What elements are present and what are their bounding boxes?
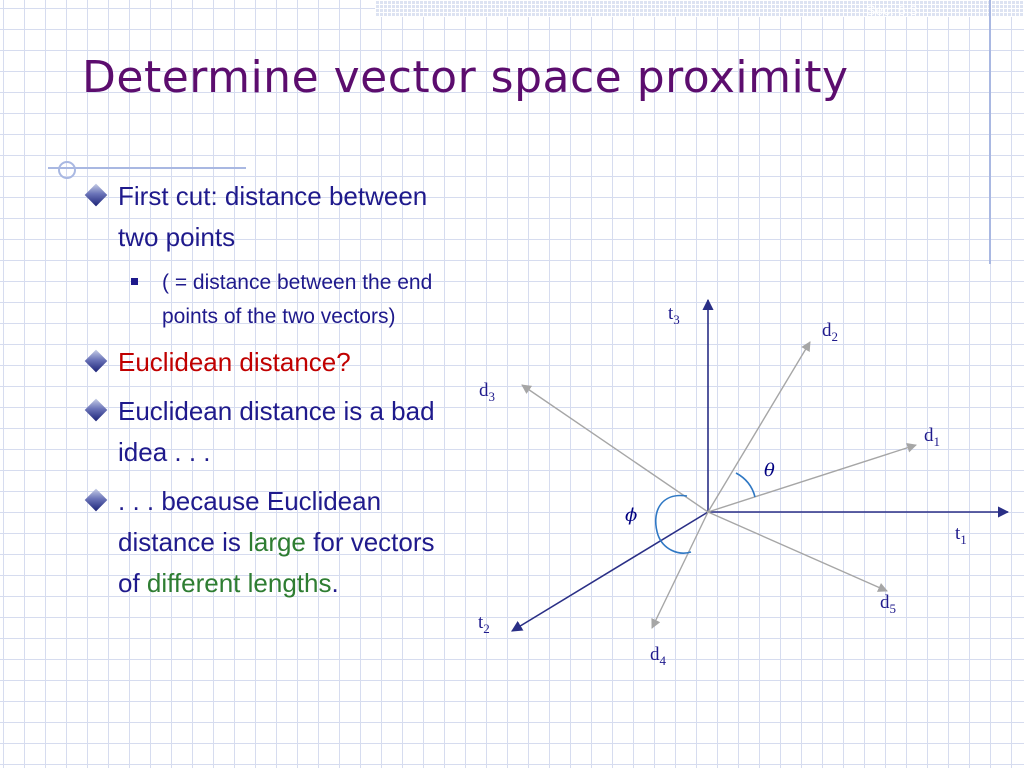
diamond-bullet-icon <box>85 184 108 207</box>
vector-d2 <box>708 342 810 512</box>
doc-label-d3: $d_3$ <box>479 380 495 404</box>
diamond-bullet-icon <box>85 350 108 373</box>
highlight-lengths: lengths <box>247 568 332 598</box>
axis-label-t1: $t_1$ <box>955 523 967 547</box>
decor-horizontal-line <box>48 167 246 169</box>
phi-arc <box>656 496 691 554</box>
bullet-space <box>240 568 247 598</box>
axis-label-t2: $t_2$ <box>478 612 490 636</box>
highlight-large: large <box>248 527 306 557</box>
vector-d3 <box>522 385 708 512</box>
vector-space-diagram <box>470 290 1020 685</box>
bullet-list <box>82 176 462 612</box>
decor-vertical-line <box>989 0 991 264</box>
doc-label-d4: $d_4$ <box>650 644 666 668</box>
bullet-text: Euclidean distance? <box>118 347 351 377</box>
bullet-item <box>82 176 462 258</box>
vector-d1 <box>708 445 916 512</box>
bullet-period: . <box>331 568 339 598</box>
theta-label: θ <box>764 460 775 481</box>
sub-bullet-item <box>82 266 462 334</box>
doc-label-d1: $d_1$ <box>924 425 940 449</box>
bullet-item <box>82 391 462 473</box>
bullet-item <box>82 481 462 604</box>
bullet-text: Euclidean distance is a bad idea . . . <box>118 396 435 467</box>
doc-label-d5: $d_5$ <box>880 592 896 616</box>
doc-label-d2: $d_2$ <box>822 320 838 344</box>
slide-title: Determine vector space proximity <box>82 52 849 103</box>
diamond-bullet-icon <box>85 489 108 512</box>
phi-label: ϕ <box>625 505 638 526</box>
section-label: Sec. 6.3 <box>866 2 918 18</box>
bullet-text: First cut: distance between two points <box>118 181 428 252</box>
bullet-text: for vectors of <box>118 527 435 598</box>
vector-d5 <box>708 512 887 591</box>
axis-label-t3: $t_3$ <box>668 303 680 327</box>
theta-arc <box>736 473 755 497</box>
diamond-bullet-icon <box>85 399 108 422</box>
square-bullet-icon <box>131 278 138 285</box>
sub-bullet-text: ( = distance between the end points of the two vectors) <box>162 271 433 328</box>
header-band <box>375 0 1024 17</box>
highlight-different: different <box>146 568 241 598</box>
bullet-item <box>82 342 462 383</box>
bullet-text: . . . because Euclidean distance is <box>118 486 382 557</box>
decor-ring <box>58 161 76 179</box>
